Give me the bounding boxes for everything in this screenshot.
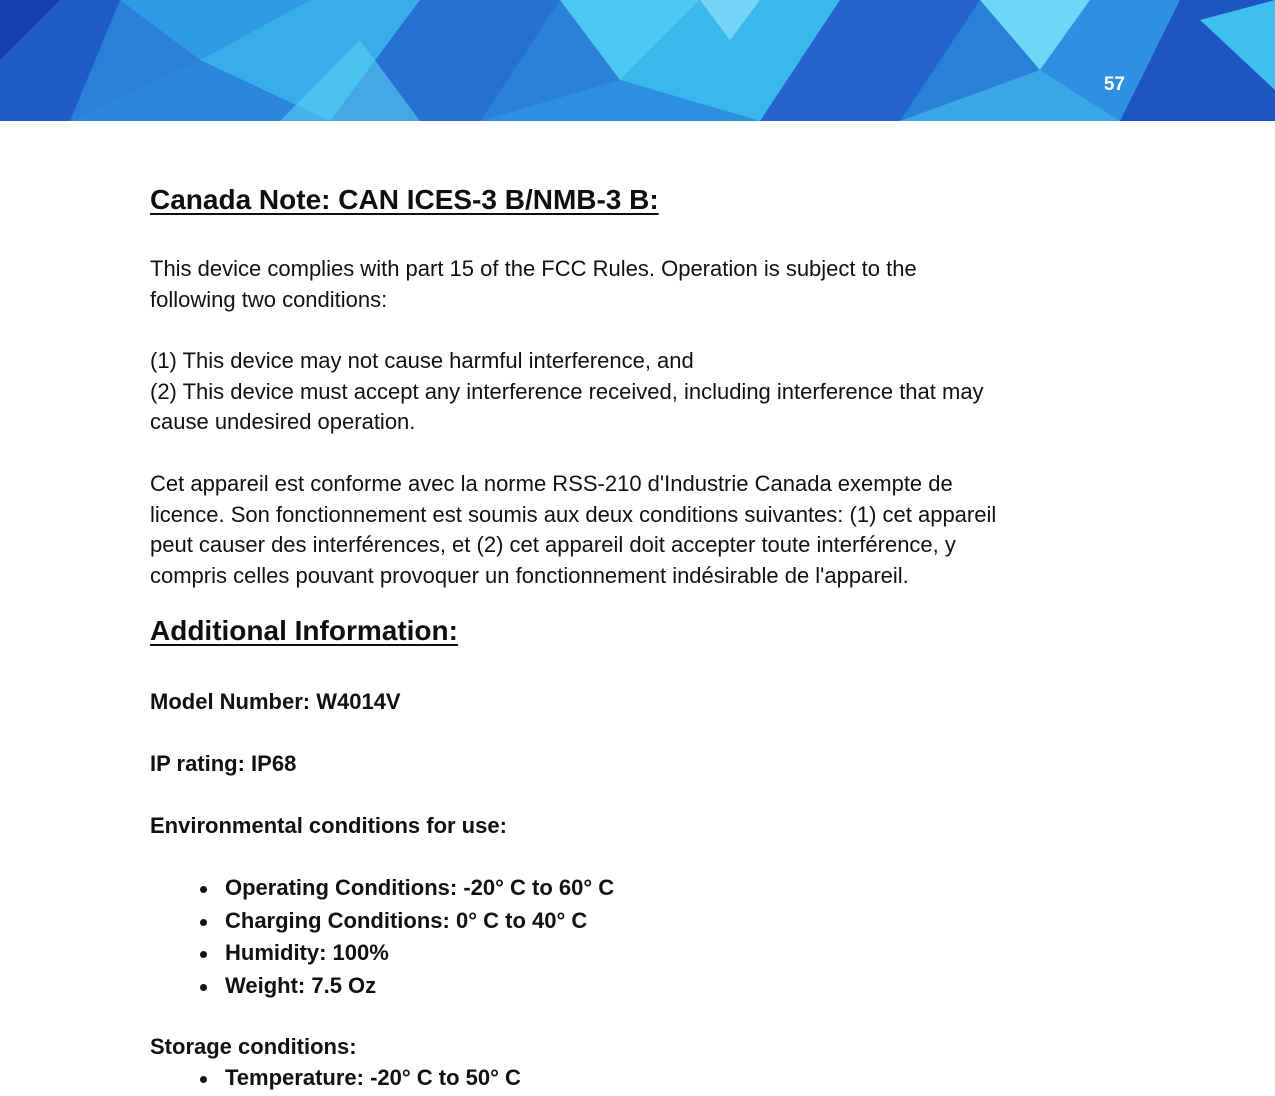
page-content: [150, 180, 1140, 1095]
storage-conditions-heading: Storage conditions:: [150, 1034, 357, 1060]
ip-rating: IP rating: IP68: [150, 751, 297, 777]
page-number: 57: [1103, 74, 1125, 95]
bullet-icon: [200, 919, 207, 926]
fcc-conditions-paragraph: (1) This device may not cause harmful interference, and (2) This device must accept any interference received, including interference that may cause undesired operation.: [150, 348, 984, 435]
list-item: [150, 937, 1140, 970]
french-compliance-paragraph: Cet appareil est conforme avec la norme RSS-210 d'Industrie Canada exempte de licence. Son fonctionnement est soumis aux deux conditions suivantes: (1) cet appareil peut causer des interférences, et (2) cet appareil doit accepter toute interférence, y compris celles pouvant provoquer un fonctionnement indésirable de l'appareil.: [150, 470, 997, 588]
canada-note-heading: Canada Note: CAN ICES-3 B/NMB-3 B:: [150, 184, 659, 215]
list-item-text: Operating Conditions: -20° C to 60° C: [225, 875, 615, 901]
list-item: [150, 872, 1140, 905]
banner-pattern: [0, 0, 1275, 121]
bullet-icon: [200, 1076, 207, 1083]
list-item-text: Humidity: 100%: [225, 940, 389, 966]
list-item-text: Charging Conditions: 0° C to 40° C: [225, 907, 588, 933]
bullet-icon: [200, 984, 207, 991]
list-item: [150, 1062, 1140, 1095]
list-item: [150, 970, 1140, 1003]
list-item: [150, 905, 1140, 938]
list-item-text: Weight: 7.5 Oz: [225, 972, 377, 998]
environmental-conditions-list: [150, 872, 1140, 1002]
list-item-text: Temperature: -20° C to 50° C: [225, 1065, 521, 1091]
model-number: Model Number: W4014V: [150, 689, 401, 715]
header-banner: [0, 0, 1275, 121]
fcc-compliance-paragraph: This device complies with part 15 of the FCC Rules. Operation is subject to the following two conditions:: [150, 256, 917, 312]
storage-conditions-list: [150, 1062, 1140, 1095]
additional-information-heading: Additional Information:: [150, 615, 458, 647]
environmental-conditions-heading: Environmental conditions for use:: [150, 813, 507, 839]
bullet-icon: [200, 886, 207, 893]
bullet-icon: [200, 951, 207, 958]
